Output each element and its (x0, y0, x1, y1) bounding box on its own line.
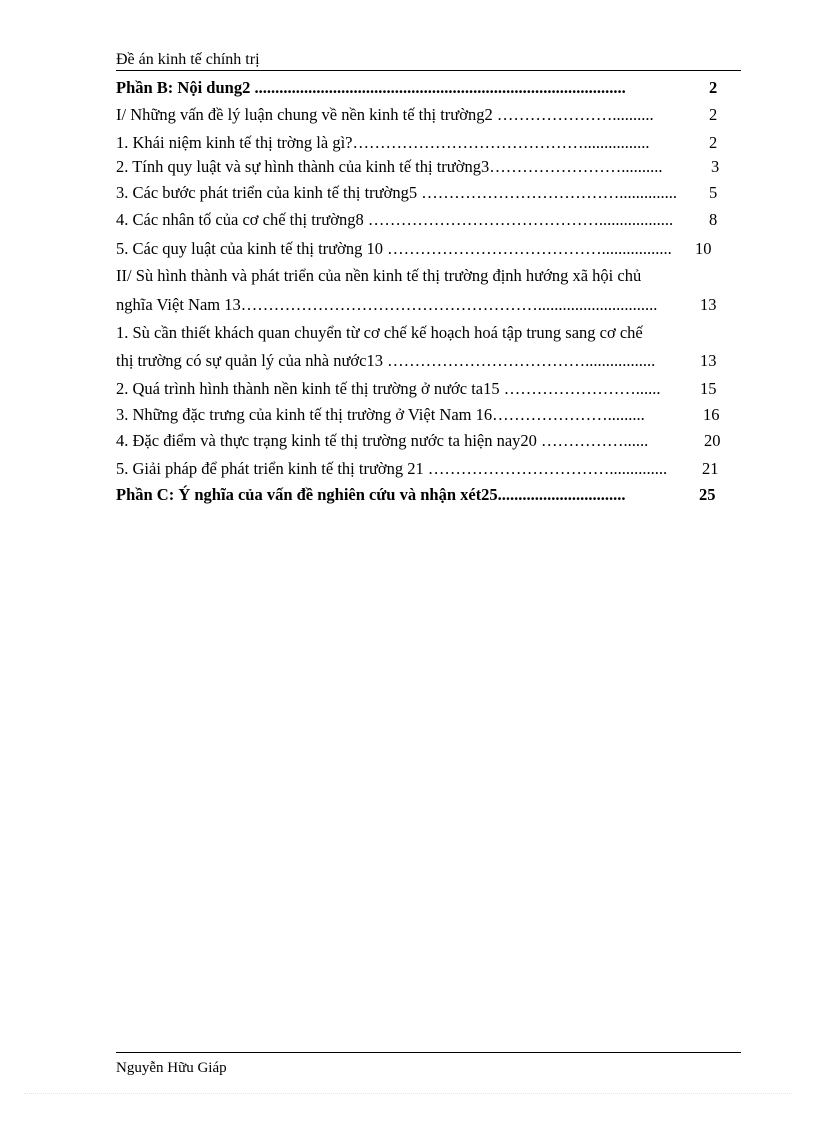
toc-entry (116, 293, 741, 317)
toc-page-number: 25 (698, 483, 716, 507)
toc-entry-text: Phần B: Nội dung2 .......................................................................................... (116, 78, 626, 97)
toc-entry (116, 349, 741, 373)
toc-entry-text: I/ Những vấn đề lý luận chung về nền kinh tế thị trường2 ………………….......... (116, 105, 654, 124)
toc-entry-text: Phần C: Ý nghĩa của vấn đề nghiên cứu và nhận xét25............................... (116, 485, 626, 504)
toc-entry-text: 4. Các nhân tố của cơ chế thị trường8 …………………………………….................. (116, 210, 674, 229)
header-rule (116, 70, 741, 71)
toc-entry-text: 3. Những đặc trưng của kinh tế thị trường ở Việt Nam 16…………………......... (116, 405, 645, 424)
toc-page-number: 21 (701, 457, 719, 481)
toc-page-number: 10 (694, 237, 712, 261)
toc-page-number: 3 (710, 155, 719, 179)
toc-entry (116, 377, 741, 401)
toc-entry-text: 1. Khái niệm kinh tế thị trờng là gì?……………………………………................ (116, 133, 650, 152)
toc-entry (116, 155, 741, 179)
toc-entry (116, 131, 741, 155)
toc-page-number: 13 (699, 293, 717, 317)
toc-entry-text: 3. Các bước phát triển của kinh tế thị trường5 ……………………………….............. (116, 183, 677, 202)
toc-entry-text: 1. Sù cần thiết khách quan chuyển từ cơ chế kế hoạch hoá tập trung sang cơ chế (116, 323, 643, 342)
footer-author: Nguyễn Hữu Giáp (116, 1060, 227, 1076)
toc-entry-text: nghĩa Việt Nam 13………………………………………………............................. (116, 295, 658, 314)
toc-entry-text: 4. Đặc điểm và thực trạng kinh tế thị trường nước ta hiện nay20 ……………...... (116, 431, 649, 450)
toc-entry-text: II/ Sù hình thành và phát triển của nền kinh tế thị trường định hướng xã hội chủ (116, 266, 642, 285)
toc-entry (116, 103, 741, 127)
toc-entry (116, 483, 741, 507)
header-title: Đề án kinh tế chính trị (116, 51, 260, 68)
toc-entry-text: 2. Quá trình hình thành nền kinh tế thị trường ở nước ta15 ……………………...... (116, 379, 661, 398)
toc-page-number: 2 (708, 76, 717, 100)
toc-page-number: 15 (699, 377, 717, 401)
toc-page-number: 16 (702, 403, 720, 427)
toc-entry (116, 321, 741, 345)
toc-entry-text: thị trường có sự quản lý của nhà nước13 ………………………………................. (116, 351, 656, 370)
toc-entry (116, 403, 741, 427)
toc-page-number: 20 (703, 429, 721, 453)
toc-entry (116, 264, 741, 288)
toc-page-number: 8 (708, 208, 717, 232)
toc-page-number: 2 (708, 103, 717, 127)
toc-entry (116, 76, 741, 100)
toc-entry (116, 181, 741, 205)
page-footer (116, 1052, 741, 1078)
toc-entry (116, 237, 741, 261)
toc-page-number: 5 (708, 181, 717, 205)
toc-entry (116, 208, 741, 232)
page-header (116, 50, 741, 71)
toc-page-number: 13 (699, 349, 717, 373)
toc-entry-text: 2. Tính quy luật và sự hình thành của kinh tế thị trường3…………………….......... (116, 157, 663, 176)
toc-entry (116, 429, 741, 453)
toc-page-number: 2 (708, 131, 717, 155)
page-edge-divider (24, 1093, 792, 1094)
toc-entry-text: 5. Giải pháp để phát triển kinh tế thị trường 21 …………………………….............. (116, 459, 668, 478)
toc-entry-text: 5. Các quy luật của kinh tế thị trường 10 …………………………………................. (116, 239, 672, 258)
footer-rule (116, 1052, 741, 1053)
toc-entry (116, 457, 741, 481)
